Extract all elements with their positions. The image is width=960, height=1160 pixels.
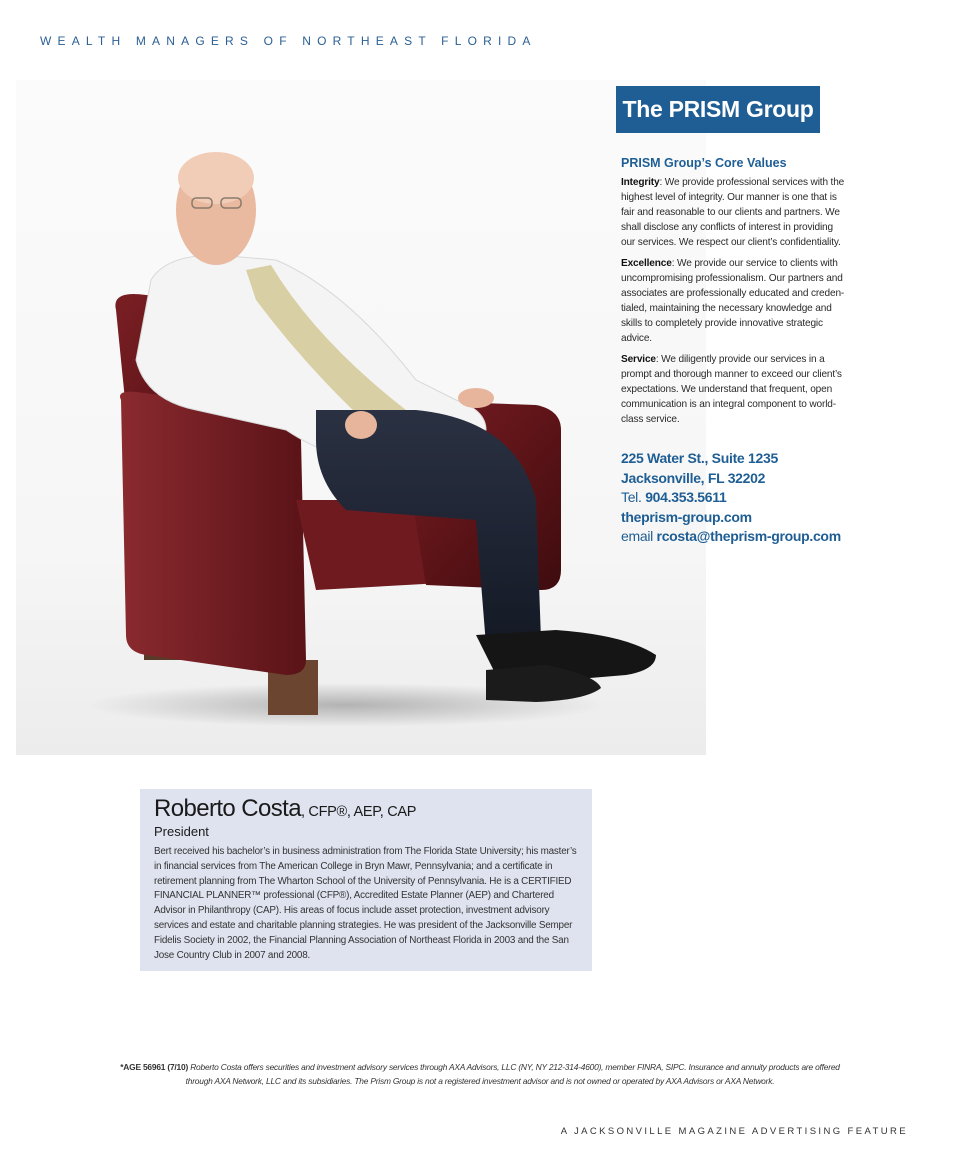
website-link[interactable]: theprism-group.com xyxy=(621,508,752,525)
email-label: email xyxy=(621,528,657,544)
value-text: : We diligently provide our services in a prompt and thorough manner to exceed our client’s expectations. We understand that frequent, open communication is an integral component to world-class service. xyxy=(621,354,842,425)
address-line-1: 225 Water St., Suite 1235 xyxy=(621,450,778,466)
footer-kicker: A JACKSONVILLE MAGAZINE ADVERTISING FEATURE xyxy=(560,1126,908,1137)
email-link[interactable]: rcosta@theprism-group.com xyxy=(656,528,841,544)
disclaimer-code: *AGE 56961 (7/10) xyxy=(120,1062,189,1072)
value-term: Integrity xyxy=(621,177,660,188)
value-excellence xyxy=(621,256,845,346)
address-line-2: Jacksonville, FL 32202 xyxy=(621,469,766,486)
value-service xyxy=(621,352,845,427)
value-integrity xyxy=(621,175,845,250)
person-role: President xyxy=(154,824,209,839)
value-text: : We provide our service to clients with uncompromising professionalism. Our partners and associates are professionally educated and creden-tialed, maintaining the necessary knowledge and skills to completely provide innovative strategic advice. xyxy=(621,258,845,344)
disclaimer-text: Roberto Costa offers securities and investment advisory services through AXA Advisors, LLC (NY, NY 212-314-4600), member FINRA, SIPC. Insurance and annuity products are offered through AXA Network, LLC and its subsidiaries. The Prism Group is not a registered investment advisor and is not owned or operated by AXA Advisors or AXA Network. xyxy=(185,1062,840,1086)
phone-line xyxy=(621,488,881,508)
bio-box xyxy=(140,789,592,971)
value-term: Service xyxy=(621,354,656,365)
portrait-photo xyxy=(16,80,706,755)
value-text: : We provide professional services with the highest level of integrity. Our manner is one that is fair and reasonable to our clients and partners. We shall disclose any conflicts of interest in providing our services. We respect our client’s confidentiality. xyxy=(621,177,845,248)
value-term: Excellence xyxy=(621,258,672,269)
phone-label: Tel. xyxy=(621,489,646,505)
legal-disclaimer xyxy=(120,1060,840,1088)
person-name: Roberto Costa xyxy=(154,795,301,822)
email-line xyxy=(621,527,881,547)
phone-number[interactable]: 904.353.5611 xyxy=(645,489,727,505)
bio-text: Bert received his bachelor’s in business administration from The Florida State University; his master’s in financial services from The American College in Bryn Mawr, Pennsylvania; and a certificate in retirement planning from The Wharton School of the University of Pennsylvania. He is a CERTIFIED FINANCIAL PLANNER™ professional (CFP®), Accredited Estate Planner (AEP) and Chartered Advisor in Philanthropy (CAP). His areas of focus include asset protection, investment advisory services and estate and charitable planning strategies. He was president of the Jacksonville Semper Fidelis Society in 2002, the Financial Planning Association of Northeast Florida in 2003 and the San Jose Country Club in 2007 and 2008. xyxy=(154,846,577,961)
brand-title: The PRISM Group xyxy=(616,86,820,133)
person-name-line xyxy=(154,795,580,823)
core-values xyxy=(621,156,845,433)
contact-block xyxy=(621,449,881,547)
core-values-heading: PRISM Group’s Core Values xyxy=(621,156,787,170)
person-credentials: , CFP®, AEP, CAP xyxy=(300,804,417,820)
page-kicker: WEALTH MANAGERS OF NORTHEAST FLORIDA xyxy=(40,34,537,48)
